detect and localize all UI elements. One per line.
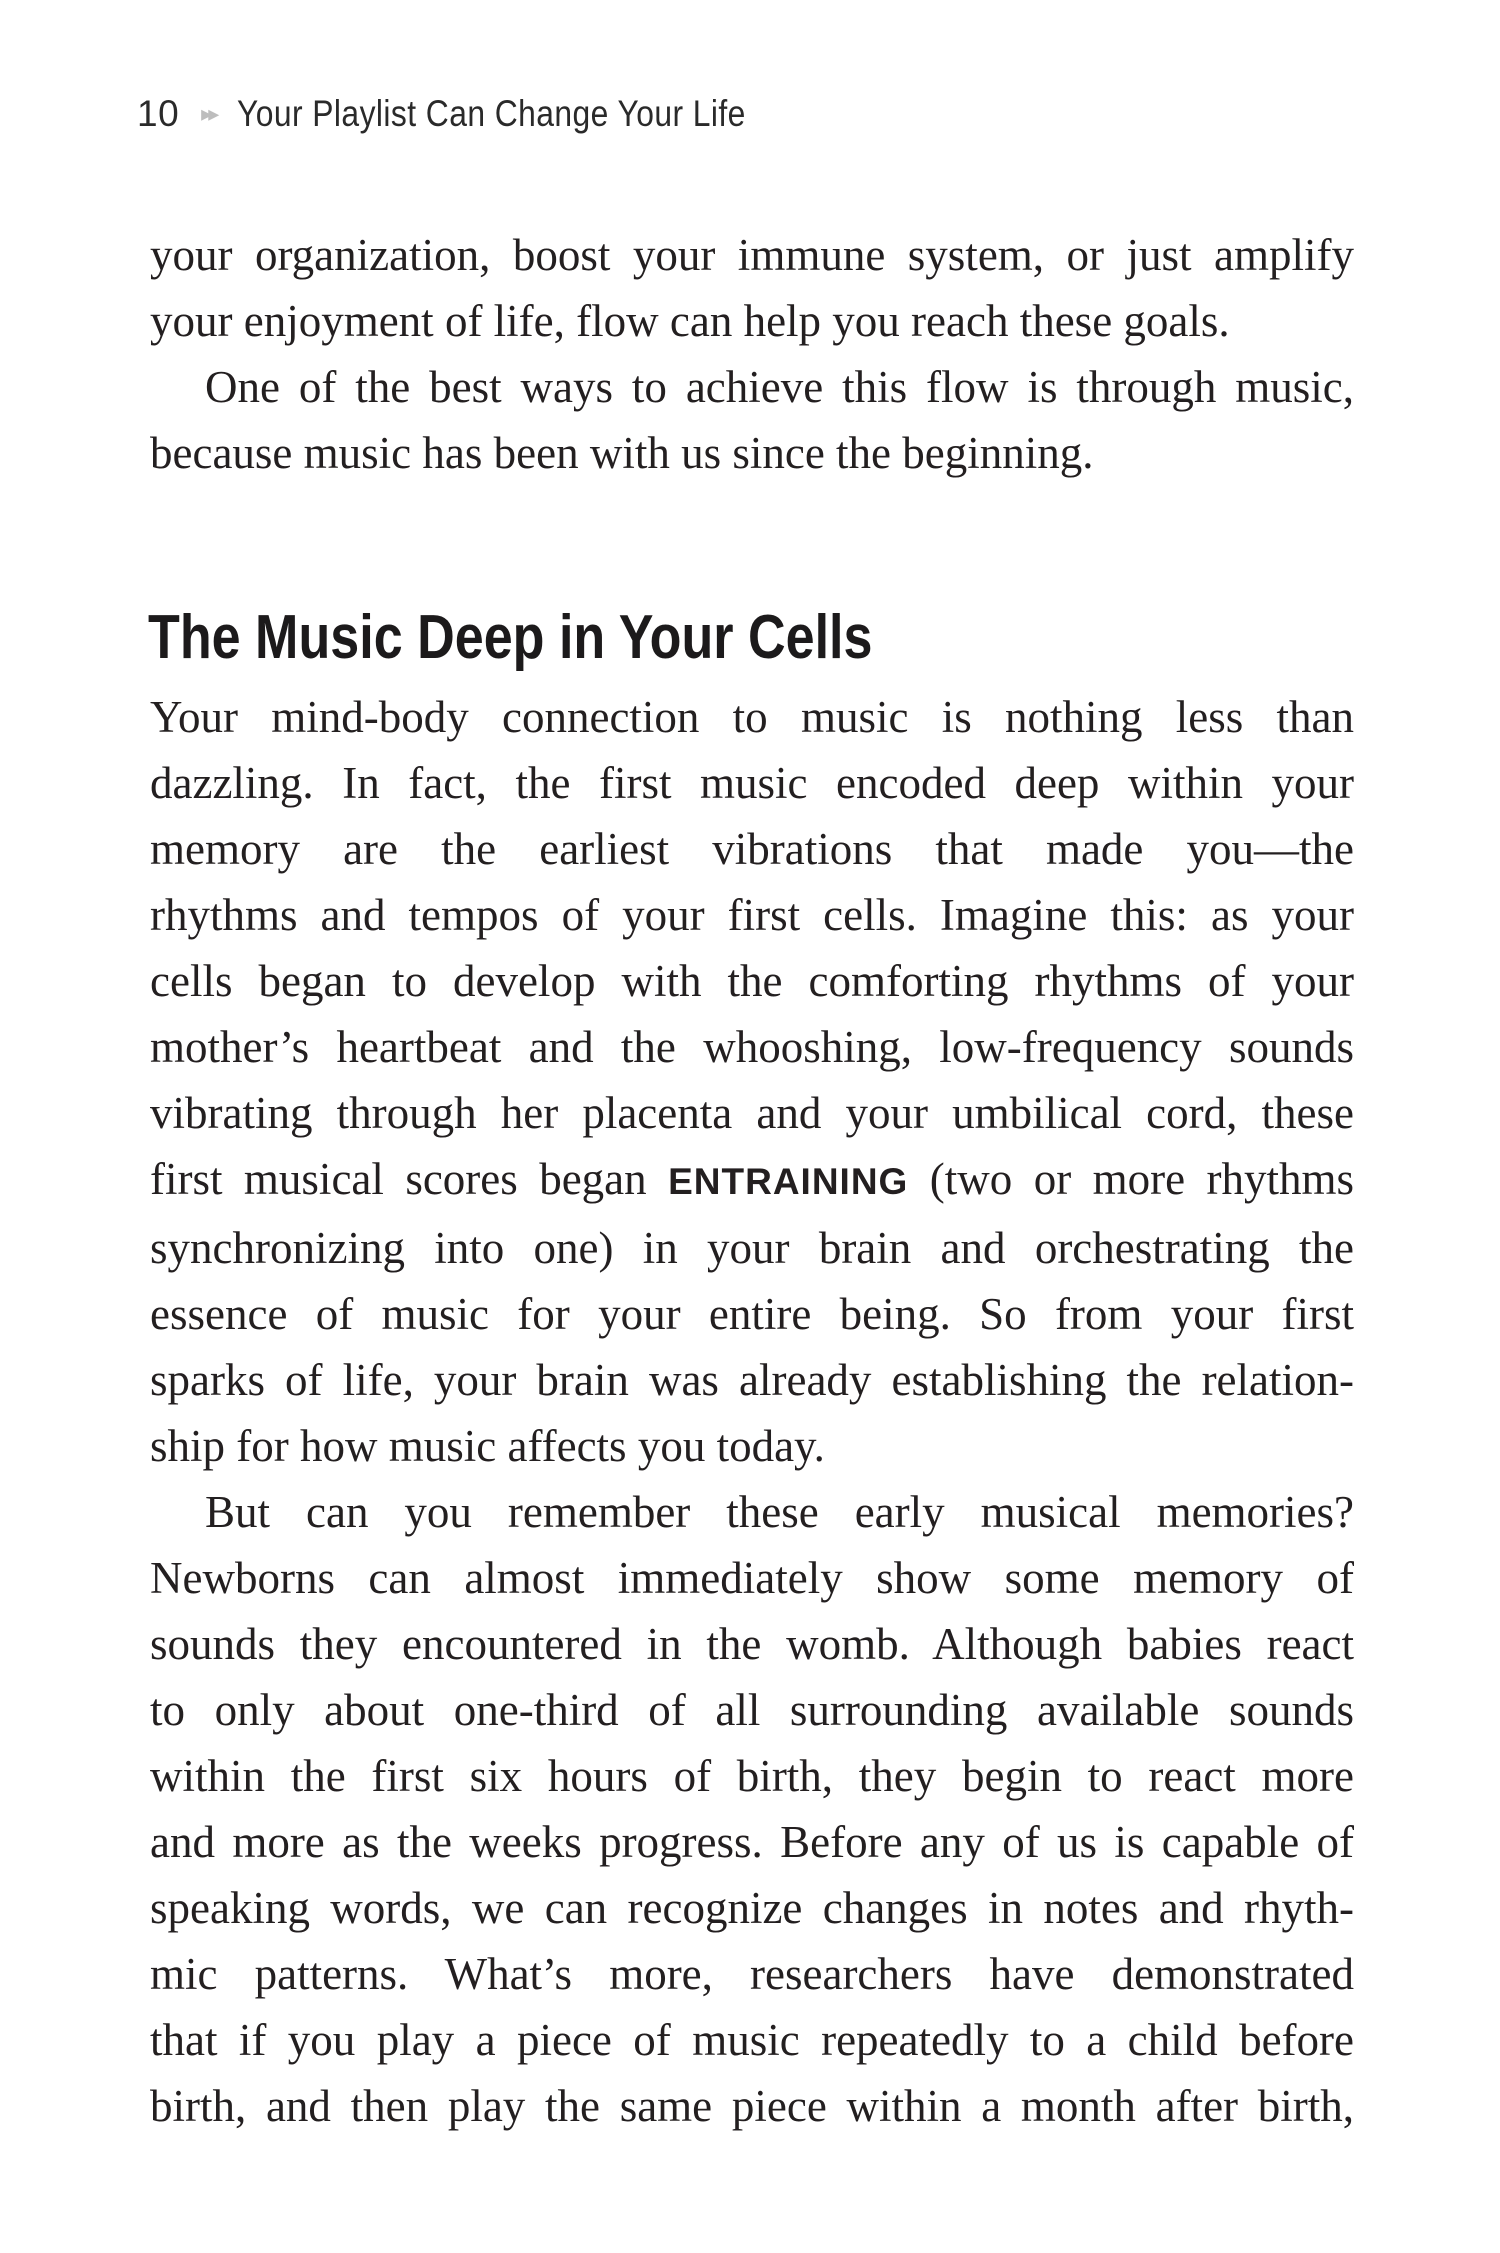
text-line: Newborns can almost immediately show some memory of xyxy=(150,1553,1354,1603)
text-line: within the first six hours of birth, they begin to react more xyxy=(150,1751,1354,1801)
text-line: that if you play a piece of music repeatedly to a child before xyxy=(150,2015,1354,2065)
section-heading: The Music Deep in Your Cells xyxy=(148,603,873,672)
text-line: birth, and then play the same piece within a month after birth, xyxy=(150,2081,1354,2131)
text-line: Your mind-body connection to music is nothing less than xyxy=(150,692,1354,742)
double-arrow-separator-icon: ▸▸ xyxy=(201,101,216,126)
text-line: One of the best ways to achieve this flow is through music, xyxy=(205,362,1354,412)
text-line: to only about one-third of all surrounding available sounds xyxy=(150,1685,1354,1735)
text-line: speaking words, we can recognize changes in notes and rhyth- xyxy=(150,1883,1354,1933)
text-line: mother’s heartbeat and the whooshing, low-frequency sounds xyxy=(150,1022,1354,1072)
intro-text xyxy=(150,222,1354,486)
text-line: your organization, boost your immune system, or just amplify xyxy=(150,230,1354,280)
text-line: dazzling. In fact, the first music encoded deep within your xyxy=(150,758,1354,808)
text-line: sparks of life, your brain was already establishing the relation- xyxy=(150,1355,1354,1405)
glossary-keyword: ENTRAINING xyxy=(668,1161,909,1202)
page-number: 10 xyxy=(137,93,180,134)
text-line: sounds they encountered in the womb. Although babies react xyxy=(150,1619,1354,1669)
text-line: your enjoyment of life, flow can help you reach these goals. xyxy=(150,296,1230,346)
text-line: and more as the weeks progress. Before any of us is capable of xyxy=(150,1817,1354,1867)
text-line: essence of music for your entire being. So from your first xyxy=(150,1289,1354,1339)
intro-paragraph-1 xyxy=(150,222,1354,354)
text-line: memory are the earliest vibrations that made you—the xyxy=(150,824,1354,874)
section-text xyxy=(150,684,1354,2139)
text-line: But can you remember these early musical memories? xyxy=(205,1487,1354,1537)
text-line: cells began to develop with the comforting rhythms of your xyxy=(150,956,1354,1006)
text-line: mic patterns. What’s more, researchers have demonstrated xyxy=(150,1949,1354,1999)
text-line: vibrating through her placenta and your umbilical cord, these xyxy=(150,1088,1354,1138)
section-paragraph-1 xyxy=(150,684,1354,1479)
text-line: because music has been with us since the beginning. xyxy=(150,428,1094,478)
text-line: synchronizing into one) in your brain and orchestrating the xyxy=(150,1223,1354,1273)
keyword-line-start: first musical scores began xyxy=(150,1154,647,1204)
section-paragraph-2 xyxy=(150,1479,1354,2139)
running-head xyxy=(137,84,829,144)
text-line: ship for how music affects you today. xyxy=(150,1421,825,1471)
intro-paragraph-2 xyxy=(150,354,1354,486)
text-line: rhythms and tempos of your first cells. Imagine this: as your xyxy=(150,890,1354,940)
running-head-title: Your Playlist Can Change Your Life xyxy=(237,93,747,134)
keyword-line-end: (two or more rhythms xyxy=(929,1154,1355,1204)
text-line-with-keyword xyxy=(150,1146,1354,1215)
